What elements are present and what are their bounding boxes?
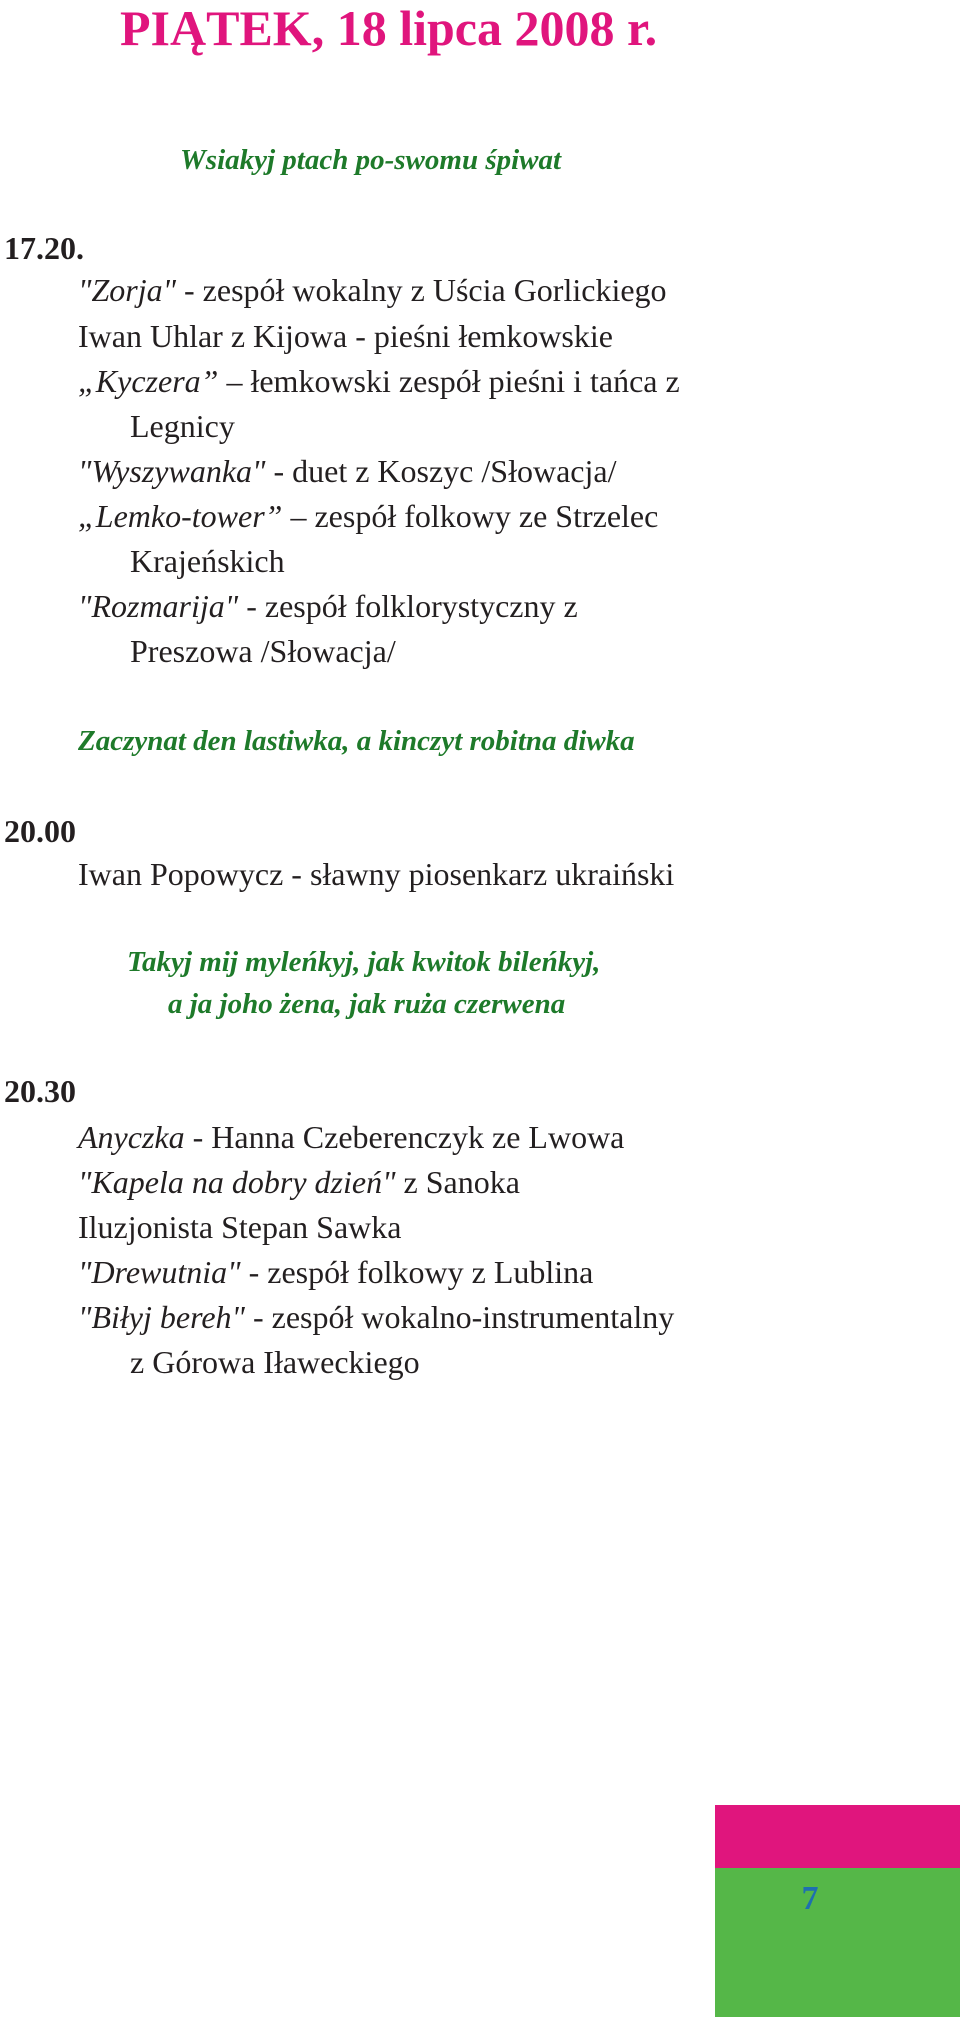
entry-lemko-tower-cont: Krajeńskich xyxy=(130,543,285,579)
entry-name: „Kyczera” xyxy=(78,363,219,399)
entry-bilyj-bereh xyxy=(78,1298,674,1336)
entry-text: z Sanoka xyxy=(395,1164,520,1200)
entry-bilyj-bereh-cont: z Górowa Iławeckiego xyxy=(130,1344,420,1380)
entry-text: Iwan Popowycz - sławny piosenkarz ukraiński xyxy=(78,856,675,892)
entry-name: "Rozmarija" xyxy=(78,588,239,624)
entry-text: - zespół folklorystyczny z xyxy=(238,588,578,624)
entry-uhlar xyxy=(78,317,613,355)
entry-anyczka xyxy=(78,1118,624,1156)
entry-name: "Kapela na dobry dzień" xyxy=(78,1164,396,1200)
motto-3b: a ja joho żena, jak ruża czerwena xyxy=(168,988,566,1020)
pink-corner-block xyxy=(715,1805,960,1868)
entry-text: - zespół folkowy z Lublina xyxy=(240,1254,594,1290)
page-number: 7 xyxy=(801,1880,819,1917)
entry-popowycz xyxy=(78,855,674,893)
motto-3a: Takyj mij myleńkyj, jak kwitok bileńkyj, xyxy=(127,946,601,978)
entry-kyczera-cont: Legnicy xyxy=(130,408,235,444)
entry-sawka xyxy=(78,1208,401,1246)
entry-text: – łemkowski zespół pieśni i tańca z xyxy=(218,363,680,399)
time-2030: 20.30 xyxy=(4,1073,76,1109)
entry-text: - zespół wokalno-instrumentalny xyxy=(244,1299,675,1335)
entry-name: "Zorja" xyxy=(78,272,177,308)
time-2000: 20.00 xyxy=(4,813,76,849)
motto-1: Wsiakyj ptach po-swomu śpiwat xyxy=(180,144,562,176)
entry-rozmarija-cont: Preszowa /Słowacja/ xyxy=(130,633,396,669)
motto-2: Zaczynat den lastiwka, a kinczyt robitna diwka xyxy=(78,725,635,757)
entry-name: Anyczka xyxy=(78,1119,185,1155)
page-title: PIĄTEK, 18 lipca 2008 r. xyxy=(120,0,658,56)
entry-wyszywanka xyxy=(78,452,616,490)
entry-name: "Drewutnia" xyxy=(78,1254,241,1290)
entry-text: - Hanna Czeberenczyk ze Lwowa xyxy=(184,1119,625,1155)
time-1720: 17.20. xyxy=(4,230,84,266)
entry-text: - duet z Koszyc /Słowacja/ xyxy=(265,453,617,489)
entry-rozmarija xyxy=(78,587,578,625)
entry-name: "Wyszywanka" xyxy=(78,453,266,489)
entry-kapela xyxy=(78,1163,520,1201)
entry-drewutnia xyxy=(78,1253,593,1291)
entry-lemko-tower xyxy=(78,497,658,535)
entry-kyczera xyxy=(78,362,680,400)
entry-text: – zespół folkowy ze Strzelec xyxy=(282,498,659,534)
entry-text: Iluzjonista Stepan Sawka xyxy=(78,1209,402,1245)
entry-name: „Lemko-tower” xyxy=(78,498,283,534)
entry-text: - zespół wokalny z Uścia Gorlickiego xyxy=(176,272,667,308)
entry-name: "Biłyj bereh" xyxy=(78,1299,245,1335)
entry-zorja xyxy=(78,271,667,309)
entry-text: Iwan Uhlar z Kijowa - pieśni łemkowskie xyxy=(78,318,613,354)
